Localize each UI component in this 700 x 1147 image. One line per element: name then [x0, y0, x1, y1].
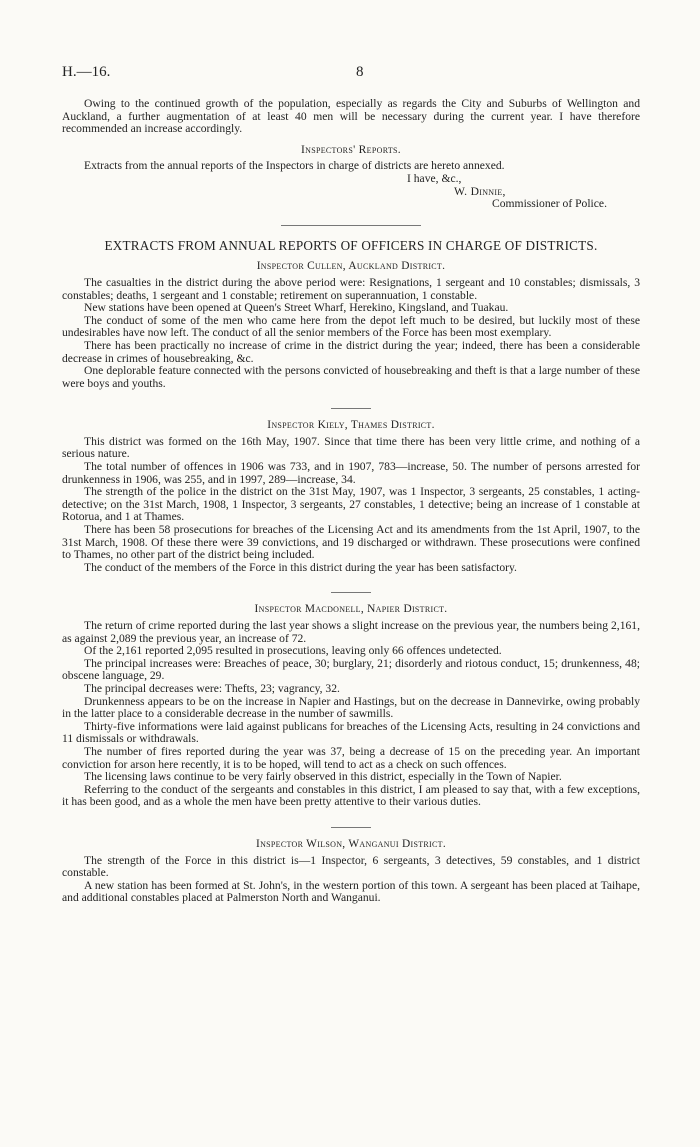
thames-paragraph: There has been 58 prosecutions for breaches of the Licensing Act and its amendments from the 1st April, 1907, to the 31st March, 1908. Of these there were 39 convictions, and 19 discharged or withdrawn. These prosecutions were confined to Thames, no other part of the district being included.: [62, 523, 640, 562]
signature-block: [62, 173, 640, 211]
extracts-line: Extracts from the annual reports of the Inspectors in charge of districts are hereto annexed.: [84, 159, 505, 173]
napier-paragraph: Referring to the conduct of the sergeants and constables in this district, I am pleased to say that, with a few exceptions, it has been good, and as a whole the men have been pretty attentive to their various duties.: [62, 782, 640, 809]
napier-paragraph: The licensing laws continue to be very fairly observed in this district, especially in the Town of Napier.: [84, 770, 562, 784]
intro-paragraph: Owing to the continued growth of the population, especially as regards the City and Suburbs of Wellington and Auckland, a further augmentation of at least 40 men will be necessary during the current year. I have therefore recommended an increase accordingly.: [62, 97, 640, 136]
auckland-heading: Inspector Cullen, Auckland District.: [256, 260, 446, 273]
napier-paragraph: The return of crime reported during the last year shows a slight increase on the previous year, the numbers being 2,161, as against 2,089 the previous year, an increase of 72.: [62, 619, 640, 645]
inspectors-reports-heading: Inspectors' Reports.: [301, 142, 401, 156]
section-divider: [331, 408, 371, 409]
wanganui-heading: Inspector Wilson, Wanganui District.: [255, 837, 446, 850]
page-header: [62, 64, 640, 82]
napier-paragraph: Thirty-five informations were laid against publicans for breaches of the Licensing Acts, resulting in 24 convictions and 11 dismissals or withdrawals.: [62, 719, 640, 746]
thames-district-section: [62, 419, 640, 574]
auckland-paragraph: The casualties in the district during the above period were: Resignations, 1 sergeant and 10 constables; dismissals, 3 constables; deaths, 1 sergeant and 1 constable; retirement on superannuation, 1 constable.: [62, 275, 640, 302]
thames-paragraph: This district was formed on the 16th May, 1907. Since that time there has been very little crime, and nothing of a serious nature.: [62, 434, 640, 461]
wanganui-paragraph: The strength of the Force in this district is—1 Inspector, 6 sergeants, 3 detectives, 59 constables, and 1 district constable.: [62, 853, 640, 880]
section-divider: [331, 592, 371, 593]
auckland-paragraph: One deplorable feature connected with the persons convicted of housebreaking and theft is that a large number of these were boys and youths.: [62, 364, 640, 390]
thames-heading: Inspector Kiely, Thames District.: [267, 419, 435, 432]
main-heading: EXTRACTS FROM ANNUAL REPORTS OF OFFICERS IN CHARGE OF DISTRICTS.: [104, 237, 598, 253]
section-divider: [281, 225, 421, 226]
napier-paragraph: Drunkenness appears to be on the increase in Napier and Hastings, but on the decrease in Dannevirke, owing probably in the latter place to a considerable decrease in the number of sawmills.: [62, 694, 640, 721]
napier-district-section: [62, 603, 640, 809]
page-body: [62, 98, 640, 905]
signature-title: Commissioner of Police.: [492, 197, 607, 211]
napier-heading: Inspector Macdonell, Napier District.: [254, 603, 448, 616]
auckland-paragraph: New stations have been opened at Queen's Street Wharf, Herekino, Kingsland, and Tuakau.: [84, 301, 509, 315]
napier-paragraph: The number of fires reported during the year was 37, being a decrease of 15 on the preceding year. An important conviction for arson here recently, it is to be hoped, will tend to act as a check on such offences.: [62, 744, 640, 771]
wanganui-paragraph: A new station has been formed at St. John's, in the western portion of this town. A sergeant has been placed at Taihape, and additional constables placed at Palmerston North and Wanganui.: [62, 878, 640, 905]
napier-paragraph: The principal decreases were: Thefts, 23; vagrancy, 32.: [84, 681, 340, 695]
section-divider: [331, 827, 371, 828]
thames-paragraph: The conduct of the members of the Force in this district during the year has been satisfactory.: [84, 560, 517, 574]
auckland-paragraph: There has been practically no increase of crime in the district during the year; indeed, there has been a considerable decrease in crimes of housebreaking, &c.: [62, 338, 640, 365]
auckland-paragraph: The conduct of some of the men who came here from the depot left much to be desired, but luckily most of these undesirables have now left. The conduct of all the senior members of the Force has been most exemplary.: [62, 313, 640, 340]
page-number: 8: [356, 64, 364, 80]
wanganui-district-section: [62, 838, 640, 905]
napier-paragraph: Of the 2,161 reported 2,095 resulted in prosecutions, leaving only 66 offences undetected.: [84, 644, 502, 658]
document-reference: H.—16.: [62, 64, 111, 80]
signature-salutation: I have, &c.,: [407, 171, 462, 185]
auckland-district-section: [62, 260, 640, 390]
thames-paragraph: The total number of offences in 1906 was 733, and in 1907, 783—increase, 50. The number of persons arrested for drunkenness in 1906, was 255, and in 1997, 289—increase, 34.: [62, 460, 640, 486]
napier-paragraph: The principal increases were: Breaches of peace, 30; burglary, 21; disorderly and riotous conduct, 15; drunkenness, 48; obscene language, 29.: [62, 656, 640, 683]
signature-name: W. Dinnie,: [454, 184, 506, 198]
thames-paragraph: The strength of the police in the district on the 31st May, 1907, was 1 Inspector, 3 sergeants, 25 constables, 1 acting-detective; on the 31st March, 1908, 1 Inspector, 3 sergeants, 27 constables, 1 detective; being an increase of 1 constable at Rotorua, and 1 at Thames.: [62, 485, 640, 524]
